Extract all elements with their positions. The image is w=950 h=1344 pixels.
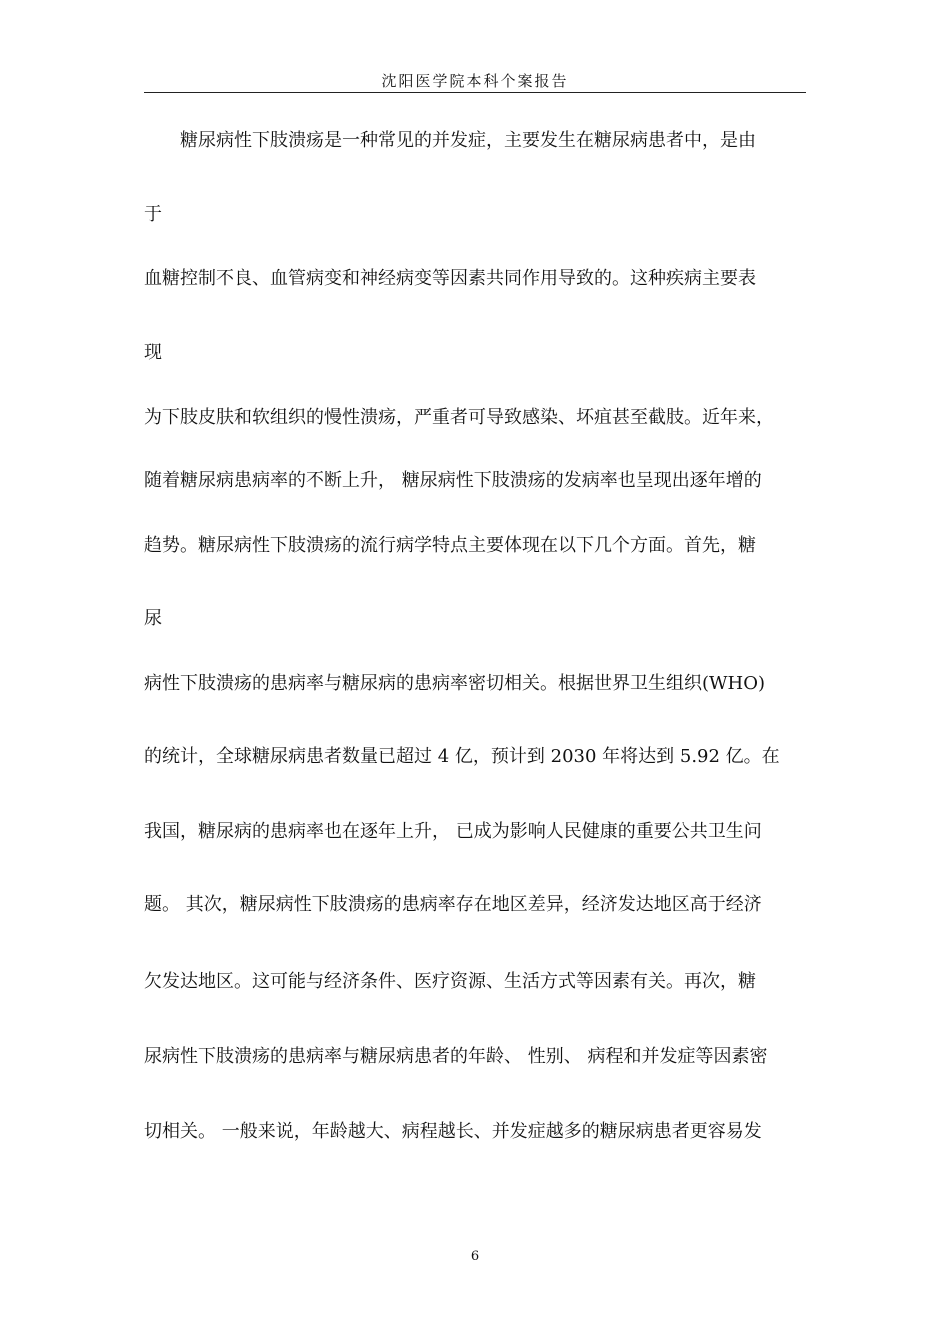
text-line: 随着糖尿病患病率的不断上升， 糖尿病性下肢溃疡的发病率也呈现出逐年增的 <box>144 470 762 491</box>
text-line: 的统计，全球糖尿病患者数量已超过 4 亿，预计到 2030 年将达到 5.92 亿。在 <box>144 746 780 767</box>
text-line: 于 <box>144 204 162 225</box>
page-header <box>144 60 806 93</box>
page-number: 6 <box>470 1249 480 1264</box>
text-line: 糖尿病性下肢溃疡是一种常见的并发症，主要发生在糖尿病患者中，是由 <box>144 130 756 151</box>
text-line: 现 <box>144 342 162 363</box>
text-line: 欠发达地区。这可能与经济条件、医疗资源、生活方式等因素有关。再次，糖 <box>144 971 756 992</box>
text-line: 切相关。 一般来说，年龄越大、病程越长、并发症越多的糖尿病患者更容易发 <box>144 1121 762 1142</box>
text-line: 尿 <box>144 608 162 629</box>
text-line: 病性下肢溃疡的患病率与糖尿病的患病率密切相关。根据世界卫生组织(WHO) <box>144 673 765 694</box>
text-line: 为下肢皮肤和软组织的慢性溃疡，严重者可导致感染、坏疽甚至截肢。近年来， <box>144 407 774 428</box>
header-title: 沈阳医学院本科个案报告 <box>381 72 569 90</box>
text-line: 尿病性下肢溃疡的患病率与糖尿病患者的年龄、 性别、 病程和并发症等因素密 <box>144 1046 768 1067</box>
text-line: 血糖控制不良、血管病变和神经病变等因素共同作用导致的。这种疾病主要表 <box>144 268 756 289</box>
text-line: 我国，糖尿病的患病率也在逐年上升， 已成为影响人民健康的重要公共卫生问 <box>144 821 762 842</box>
text-line: 趋势。糖尿病性下肢溃疡的流行病学特点主要体现在以下几个方面。首先，糖 <box>144 535 756 556</box>
text-line: 题。 其次，糖尿病性下肢溃疡的患病率存在地区差异，经济发达地区高于经济 <box>144 894 762 915</box>
